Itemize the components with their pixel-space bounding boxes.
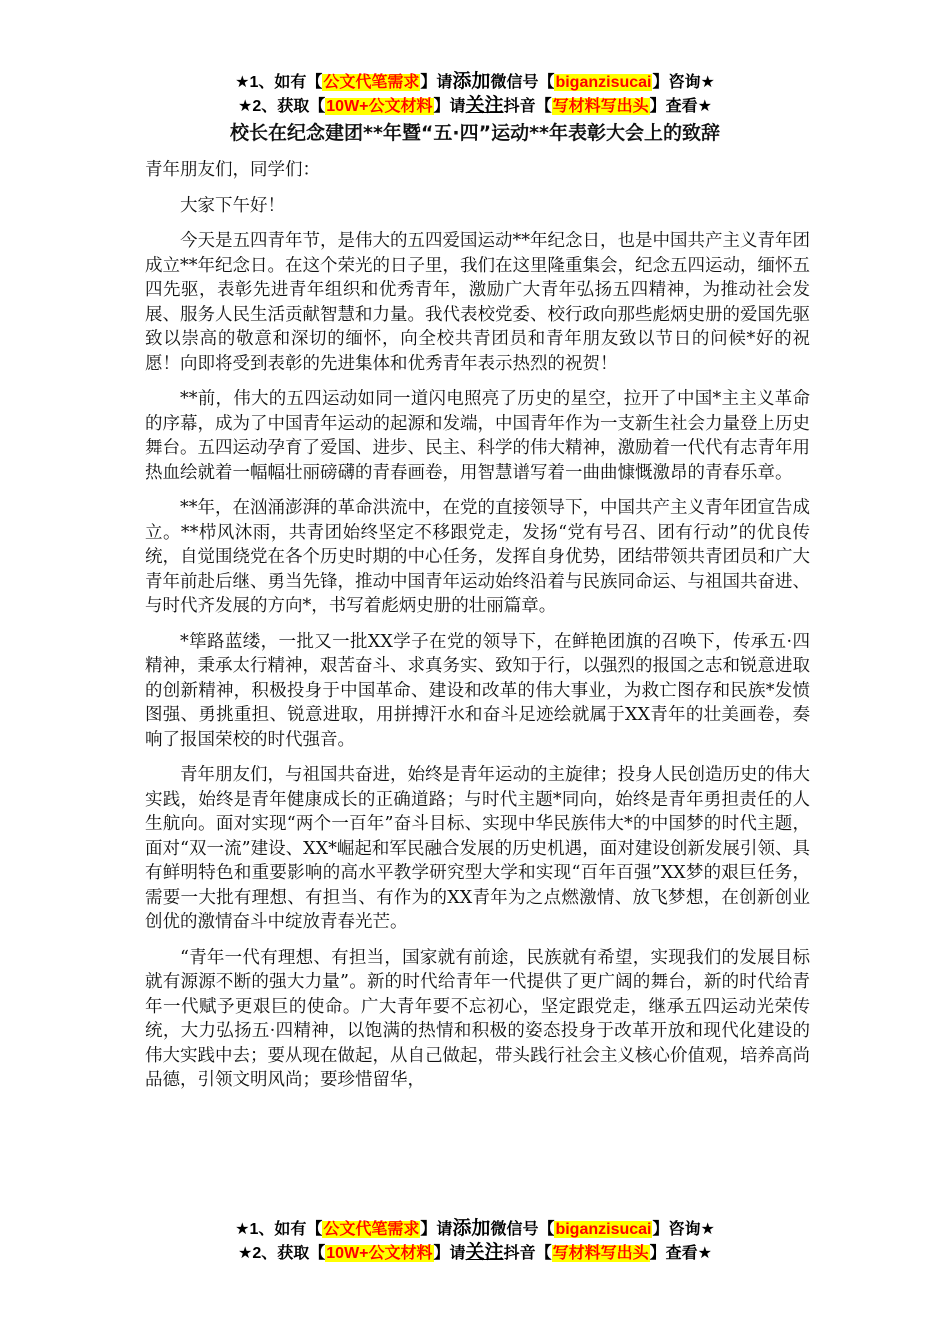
paragraph: 今天是五四青年节，是伟大的五四爱国运动**年纪念日，也是中国共产主义青年团成立**年纪念日。在这个荣光的日子里，我们在这里隆重集会，纪念五四运动，缅怀五四先驱，表彰先进青年组织和优秀青年，激励广大青年弘扬五四精神，为推动社会发展、服务人民生活贡献智慧和力量。我代表校党委、校行政向那些彪炳史册的爱国先驱致以崇高的敬意和深切的缅怀，向全校共青团员和青年朋友致以节日的问候*好的祝愿！向即将受到表彰的先进集体和优秀青年表示热烈的祝贺！ (145, 231, 810, 374)
banner-emphasis: 添加 (452, 1218, 491, 1239)
banner-text: 抖音【 (503, 1245, 552, 1262)
banner-highlight: 10W+公文材料 (326, 98, 433, 115)
banner-text: 】请 (433, 98, 466, 115)
promo-banner-top-line-1 (0, 70, 950, 95)
paragraph: “青年一代有理想、有担当，国家就有前途，民族就有希望，实现我们的发展目标就有源源不断的强大力量”。新的时代给青年一代提供了更广阔的舞台，新的时代给青年一代赋予更艰巨的使命。广大青年要不忘初心，坚定跟党走，继承五四运动光荣传统，大力弘扬五·四精神，以饱满的热情和积极的姿态投身于改革开放和现代化建设的伟大实践中去；要从现在做起，从自己做起，带头践行社会主义核心价值观，培养高尚品德，引领文明风尚；要珍惜留华， (145, 947, 810, 1090)
banner-text: ★1、如有【 (235, 74, 323, 91)
banner-text: 】咨询★ (652, 74, 715, 91)
banner-text: 】请 (420, 74, 453, 91)
banner-text: ★1、如有【 (235, 1221, 323, 1238)
banner-emphasis: 关注 (465, 1242, 504, 1263)
promo-banner-bottom-line-2 (0, 1241, 950, 1266)
paragraph: **年，在汹涌澎湃的革命洪流中，在党的直接领导下，中国共产主义青年团宣告成立。**栉风沐雨，共青团始终坚定不移跟党走，发扬“党有号召、团有行动”的优良传统，自觉围绕党在各个历史时期的中心任务，发挥自身优势，团结带领共青团员和广大青年前赴后继、勇当先锋，推动中国青年运动始终沿着与民族同命运、与祖国共奋进、与时代齐发展的方向*，书写着彪炳史册的壮丽篇章。 (145, 498, 810, 616)
banner-text: 】请 (420, 1221, 453, 1238)
banner-emphasis: 添加 (452, 71, 491, 92)
banner-wechat-id: biganzisucai (555, 74, 652, 91)
banner-text: ★2、获取【 (238, 98, 326, 115)
banner-douyin-id: 写材料写出头 (552, 1245, 649, 1262)
banner-text: 】查看★ (649, 1245, 712, 1262)
banner-text: 微信号【 (490, 74, 555, 91)
paragraph: **前，伟大的五四运动如同一道闪电照亮了历史的星空，拉开了中国*主主义革命的序幕，成为了中国青年运动的起源和发端，中国青年作为一支新生社会力量登上历史舞台。五四运动孕育了爱国、进步、民主、科学的伟大精神，激励着一代代有志青年用热血绘就着一幅幅壮丽磅礴的青春画卷，用智慧谱写着一曲曲慷慨激昂的青春乐章。 (145, 389, 810, 483)
banner-highlight: 公文代笔需求 (323, 74, 420, 91)
promo-banner-bottom-line-1 (0, 1217, 950, 1242)
banner-highlight: 10W+公文材料 (326, 1245, 433, 1262)
banner-text: 】查看★ (649, 98, 712, 115)
salutation: 青年朋友们，同学们： (145, 160, 320, 180)
document-title: 校长在纪念建团**年暨“五·四”运动**年表彰大会上的致辞 (230, 122, 720, 144)
banner-wechat-id: biganzisucai (555, 1221, 652, 1238)
paragraph: 大家下午好！ (180, 195, 285, 216)
banner-highlight: 公文代笔需求 (323, 1221, 420, 1238)
document-body (145, 158, 810, 1104)
promo-banner-top-line-2 (0, 94, 950, 119)
banner-text: 】请 (433, 1245, 466, 1262)
banner-text: 微信号【 (490, 1221, 555, 1238)
banner-text: ★2、获取【 (238, 1245, 326, 1262)
banner-emphasis: 关注 (465, 95, 504, 116)
paragraph: *筚路蓝缕，一批又一批XX学子在党的领导下，在鲜艳团旗的召唤下，传承五·四精神，秉承太行精神，艰苦奋斗、求真务实、致知于行，以强烈的报国之志和锐意进取的创新精神，积极投身于中国革命、建设和改革的伟大事业，为救亡图存和民族*发愤图强、勇挑重担、锐意进取，用拼搏汗水和奋斗足迹绘就属于XX青年的壮美画卷，奏响了报国荣校的时代强音。 (145, 631, 810, 750)
paragraph: 青年朋友们，与祖国共奋进，始终是青年运动的主旋律；投身人民创造历史的伟大实践，始终是青年健康成长的正确道路；与时代主题*同向，始终是青年勇担责任的人生航向。面对实现“两个一百年”奋斗目标、实现中华民族伟大*的中国梦的时代主题，面对“双一流”建设、XX*崛起和军民融合发展的历史机遇，面对建设创新发展引领、具有鲜明特色和重要影响的高水平教学研究型大学和实现“百年百强”XX梦的艰巨任务，需要一大批有理想、有担当、有作为的XX青年为之点燃激情、放飞梦想，在创新创业创优的激情奋斗中绽放青春光芒。 (145, 765, 810, 932)
banner-douyin-id: 写材料写出头 (552, 98, 649, 115)
banner-text: 抖音【 (503, 98, 552, 115)
banner-text: 】咨询★ (652, 1221, 715, 1238)
